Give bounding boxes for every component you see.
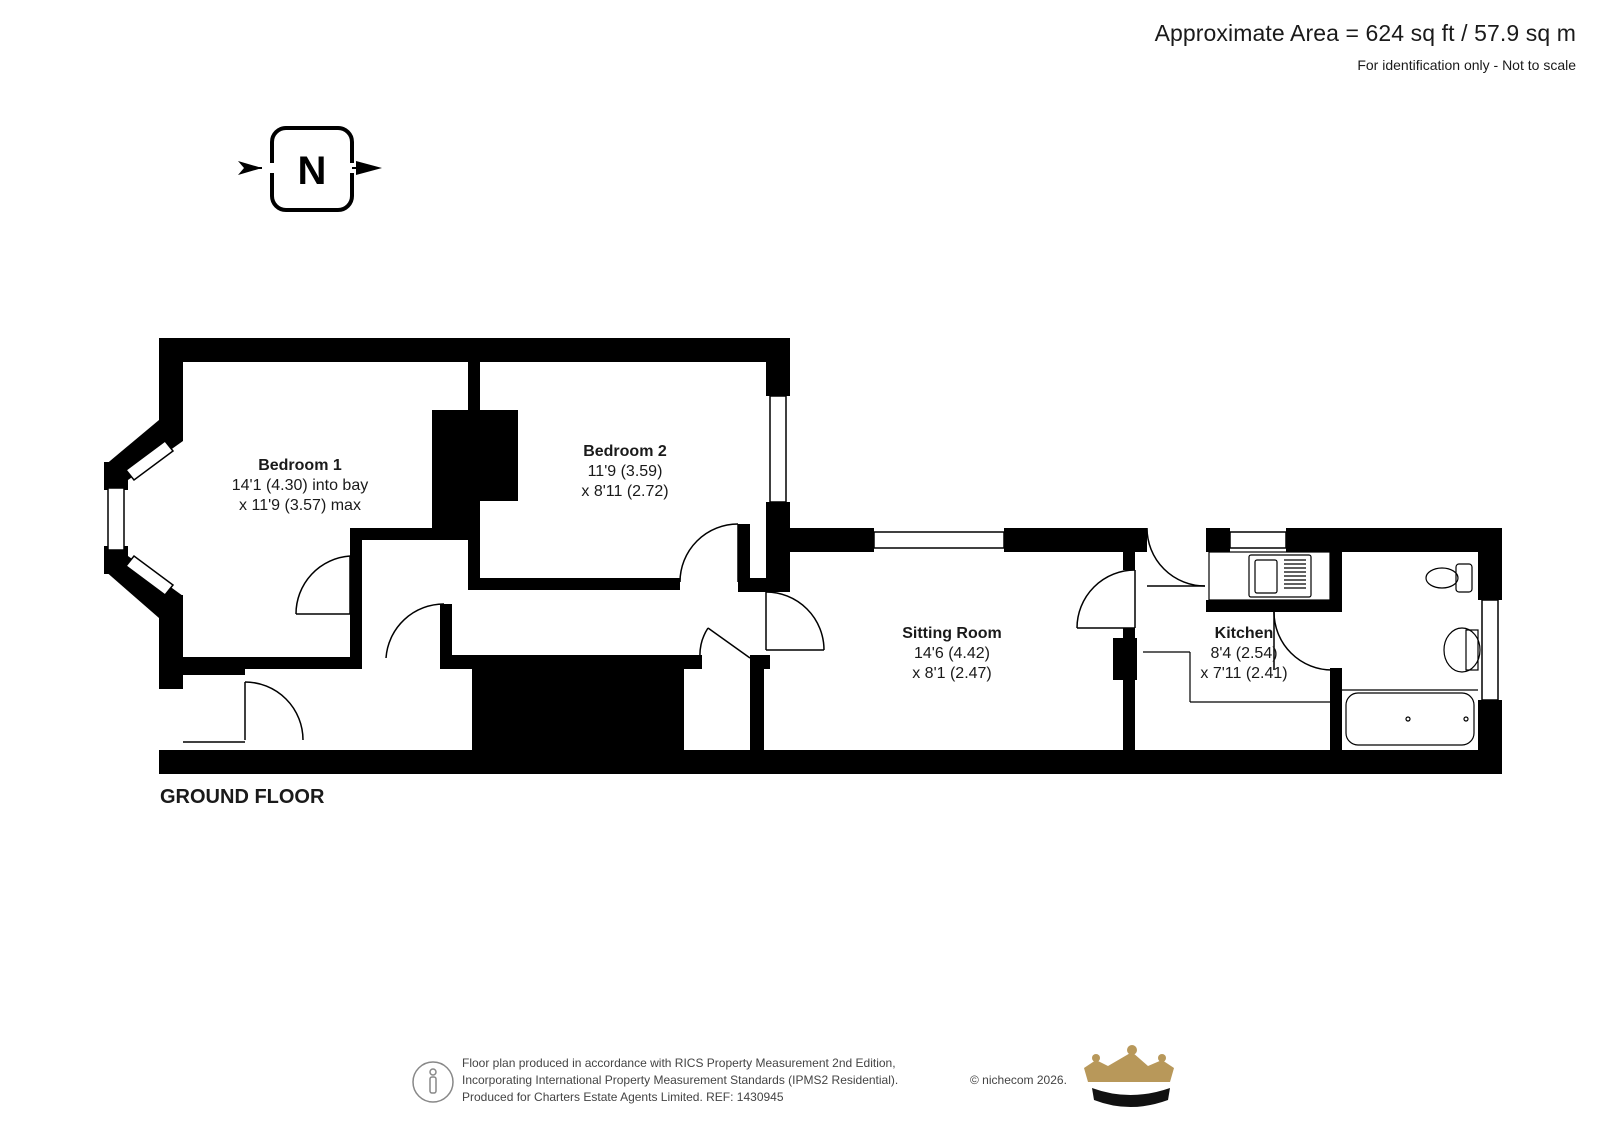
- room-dimensions: x 11'9 (3.57) max: [239, 497, 361, 514]
- room-dimensions: 14'6 (4.42): [914, 645, 990, 662]
- north-arrow-icon: [238, 128, 382, 210]
- room-dimensions: x 7'11 (2.41): [1200, 665, 1288, 682]
- room-name: Sitting Room: [902, 625, 1002, 642]
- toilet-icon: [1426, 568, 1458, 588]
- room-name: Kitchen: [1214, 625, 1274, 642]
- approximate-area: Approximate Area = 624 sq ft / 57.9 sq m: [1154, 20, 1576, 46]
- copyright: © nichecom 2026.: [970, 1073, 1067, 1087]
- identification-note: For identification only - Not to scale: [1357, 57, 1576, 73]
- floor-label: GROUND FLOOR: [160, 786, 325, 808]
- room-name: Bedroom 1: [258, 457, 342, 474]
- person-info-icon: [413, 1062, 453, 1102]
- footer-line: Produced for Charters Estate Agents Limited. REF: 1430945: [462, 1090, 784, 1104]
- room-dimensions: 8'4 (2.54): [1210, 645, 1278, 662]
- room-name: Bedroom 2: [583, 443, 667, 460]
- room-dimensions: 11'9 (3.59): [587, 463, 663, 480]
- fixtures: [1143, 552, 1480, 745]
- compass-letter: N: [297, 149, 327, 193]
- room-dimensions: x 8'11 (2.72): [581, 483, 669, 500]
- room-dimensions: x 8'1 (2.47): [912, 665, 992, 682]
- room-label-bedroom-2: [581, 443, 668, 500]
- walls: [104, 338, 1502, 774]
- footer-line: Incorporating International Property Measurement Standards (IPMS2 Residential).: [462, 1073, 899, 1087]
- footer-line: Floor plan produced in accordance with RICS Property Measurement 2nd Edition,: [462, 1056, 896, 1070]
- room-label-bedroom-1: [232, 457, 368, 514]
- room-label-sitting-room: [902, 625, 1002, 682]
- room-dimensions: 14'1 (4.30) into bay: [231, 477, 369, 494]
- crown-logo-icon: [1084, 1045, 1174, 1107]
- basin-icon: [1444, 628, 1480, 672]
